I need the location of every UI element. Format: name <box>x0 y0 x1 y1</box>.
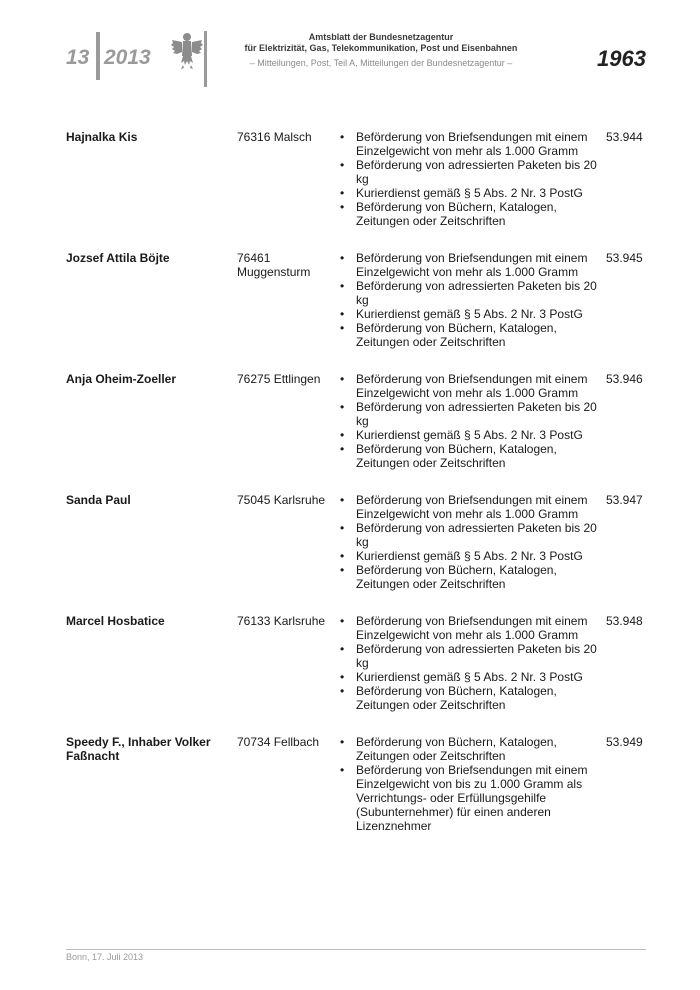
holder-location: 76461 Muggensturm <box>237 251 311 279</box>
service-list <box>338 493 603 591</box>
service-item: • Kurierdienst gemäß § 5 Abs. 2 Nr. 3 PostG <box>338 307 603 321</box>
service-item: • Kurierdienst gemäß § 5 Abs. 2 Nr. 3 PostG <box>338 428 603 442</box>
publication-subtitle: – Mitteilungen, Post, Teil A, Mitteilungen der Bundesnetzagentur – <box>249 58 513 68</box>
license-list <box>66 130 646 856</box>
service-item: • Beförderung von Briefsendungen mit einem Einzelgewicht von mehr als 1.000 Gramm <box>338 493 603 521</box>
service-item: • Beförderung von Büchern, Katalogen, Zeitungen oder Zeitschriften <box>338 735 603 763</box>
holder-name: Jozsef Attila Böjte <box>66 251 170 265</box>
holder-location: 76275 Ettlingen <box>237 372 321 386</box>
publication-title <box>236 32 526 54</box>
issue-year: 2013 <box>104 46 151 69</box>
service-item: • Beförderung von adressierten Paketen bis 20 kg <box>338 521 603 549</box>
license-entry <box>66 251 646 372</box>
license-entry <box>66 614 646 735</box>
service-item: • Beförderung von Briefsendungen mit einem Einzelgewicht von mehr als 1.000 Gramm <box>338 614 603 642</box>
service-item: • Beförderung von Briefsendungen mit einem Einzelgewicht von bis zu 1.000 Gramm als Verrichtungs- oder Erfüllungsgehilfe (Subunternehmer) für einen anderen Lizenznehmer <box>338 763 603 833</box>
holder-location: 76133 Karlsruhe <box>237 614 326 628</box>
license-entry <box>66 372 646 493</box>
license-number: 53.949 <box>606 735 643 749</box>
service-item: • Beförderung von Briefsendungen mit einem Einzelgewicht von mehr als 1.000 Gramm <box>338 251 603 279</box>
license-entry <box>66 493 646 614</box>
holder-location: 70734 Fellbach <box>237 735 320 749</box>
service-list <box>338 251 603 349</box>
holder-location: 75045 Karlsruhe <box>237 493 326 507</box>
holder-name: Marcel Hosbatice <box>66 614 165 628</box>
service-item: • Kurierdienst gemäß § 5 Abs. 2 Nr. 3 PostG <box>338 549 603 563</box>
service-item: • Kurierdienst gemäß § 5 Abs. 2 Nr. 3 PostG <box>338 670 603 684</box>
service-item: • Beförderung von Büchern, Katalogen, Zeitungen oder Zeitschriften <box>338 442 603 470</box>
holder-location: 76316 Malsch <box>237 130 312 144</box>
publication-title-line2: für Elektrizität, Gas, Telekommunikation, Post und Eisenbahnen <box>244 43 518 53</box>
service-item: • Beförderung von Büchern, Katalogen, Zeitungen oder Zeitschriften <box>338 563 603 591</box>
holder-name: Speedy F., Inhaber Volker Faßnacht <box>66 735 211 763</box>
service-list <box>338 735 603 833</box>
service-item: • Beförderung von Büchern, Katalogen, Zeitungen oder Zeitschriften <box>338 200 603 228</box>
service-item: • Beförderung von adressierten Paketen bis 20 kg <box>338 279 603 307</box>
publication-title-line1: Amtsblatt der Bundesnetzagentur <box>308 32 454 42</box>
service-list <box>338 372 603 470</box>
license-number: 53.945 <box>606 251 643 265</box>
holder-name: Sanda Paul <box>66 493 131 507</box>
federal-eagle-icon <box>170 30 204 70</box>
service-item: • Beförderung von Briefsendungen mit einem Einzelgewicht von mehr als 1.000 Gramm <box>338 372 603 400</box>
service-item: • Beförderung von Briefsendungen mit einem Einzelgewicht von mehr als 1.000 Gramm <box>338 130 603 158</box>
service-item: • Kurierdienst gemäß § 5 Abs. 2 Nr. 3 PostG <box>338 186 603 200</box>
service-item: • Beförderung von adressierten Paketen bis 20 kg <box>338 158 603 186</box>
license-number: 53.944 <box>606 130 643 144</box>
service-item: • Beförderung von adressierten Paketen bis 20 kg <box>338 642 603 670</box>
page-number: 1963 <box>597 46 646 71</box>
service-item: • Beförderung von Büchern, Katalogen, Zeitungen oder Zeitschriften <box>338 684 603 712</box>
service-list <box>338 130 603 228</box>
header-divider-bar <box>96 32 100 80</box>
holder-name: Hajnalka Kis <box>66 130 138 144</box>
license-number: 53.947 <box>606 493 643 507</box>
service-item: • Beförderung von adressierten Paketen bis 20 kg <box>338 400 603 428</box>
issue-number: 13 <box>66 46 90 69</box>
license-entry <box>66 130 646 251</box>
license-entry <box>66 735 646 856</box>
service-list <box>338 614 603 712</box>
service-item: • Beförderung von Büchern, Katalogen, Zeitungen oder Zeitschriften <box>338 321 603 349</box>
header-vertical-rule <box>204 31 207 87</box>
footer-rule <box>66 949 646 950</box>
holder-name: Anja Oheim-Zoeller <box>66 372 177 386</box>
license-number: 53.948 <box>606 614 643 628</box>
footer-date: Bonn, 17. Juli 2013 <box>66 952 144 962</box>
license-number: 53.946 <box>606 372 643 386</box>
